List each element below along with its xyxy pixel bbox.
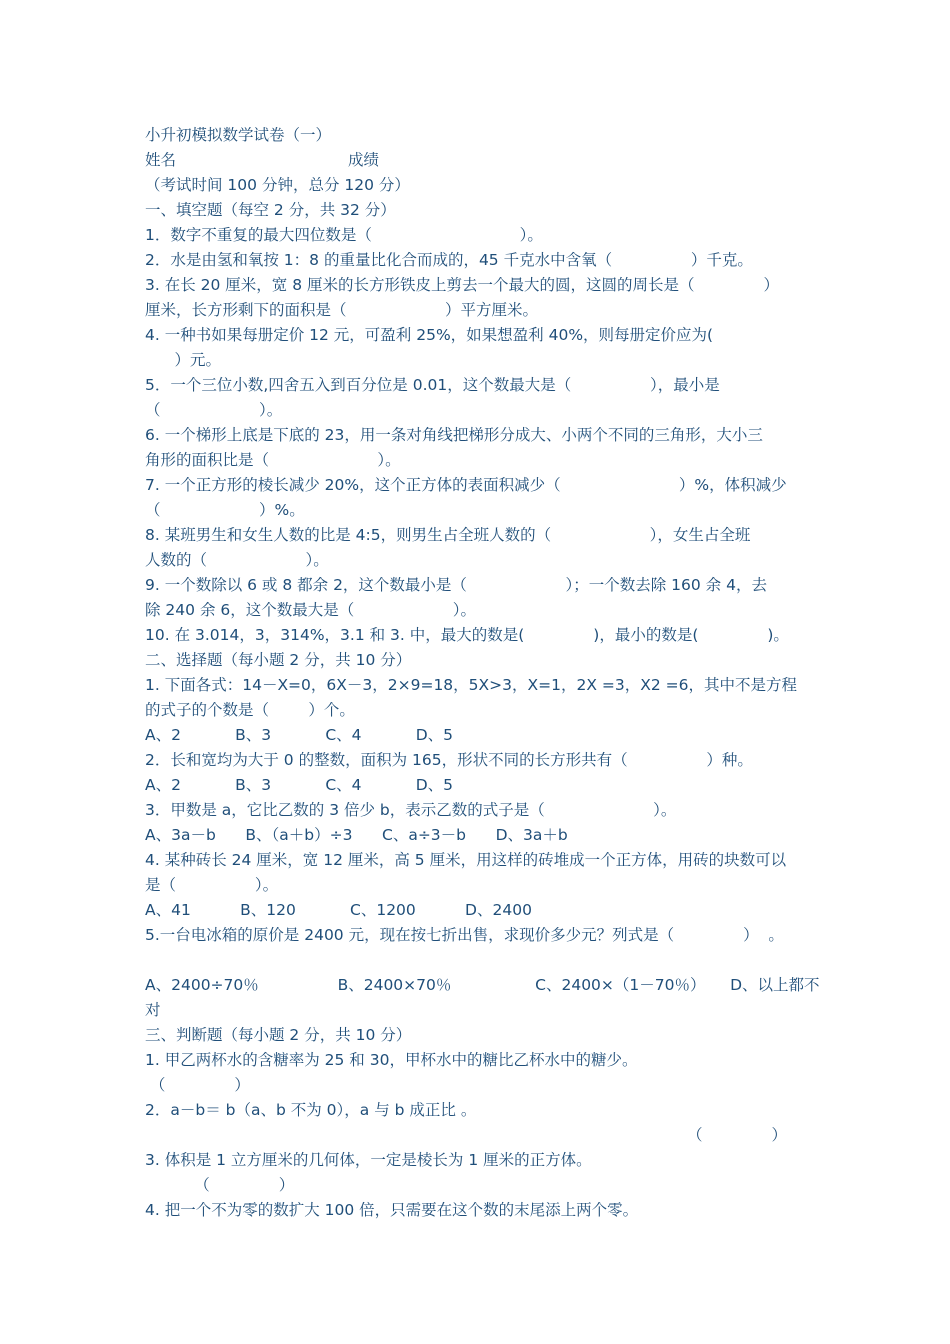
section-heading-fill-in: 一、填空题（每空 2 分，共 32 分）	[145, 201, 396, 219]
exam-content	[145, 123, 825, 1223]
section-heading-true-false: 三、判断题（每小题 2 分，共 10 分）	[145, 1026, 412, 1044]
question-line: 5.一台电冰箱的原价是 2400 元，现在按七折出售，求现价多少元？列式是（ ） 。	[145, 926, 784, 944]
question-line: 5．一个三位小数,四舍五入到百分位是 0.01，这个数最大是（ ），最小是	[145, 376, 720, 394]
answer-blank-line: （ ）	[145, 1076, 250, 1094]
question-line: 6. 一个梯形上底是下底的 23，用一条对角线把梯形分成大、小两个不同的三角形，大小三	[145, 426, 763, 444]
question-line: 10. 在 3.014，3，314%，3.1 和 3. 中，最大的数是( )，最小的数是( )。	[145, 626, 789, 644]
options-line: 对	[145, 1001, 161, 1019]
blank-line	[145, 948, 825, 973]
question-line: 2．a－b＝ b（a、b 不为 0），a 与 b 成正比 。	[145, 1101, 477, 1119]
score-label: 成绩	[348, 151, 380, 169]
question-line: （ ）。	[145, 401, 283, 419]
question-line: 4. 某种砖长 24 厘米，宽 12 厘米，高 5 厘米，用这样的砖堆成一个正方体，用砖的块数可以	[145, 851, 787, 869]
question-line: 除 240 余 6，这个数最大是（ ）。	[145, 601, 477, 619]
question-line: 人数的（ ）。	[145, 551, 329, 569]
question-line: 2．长和宽均为大于 0 的整数，面积为 165，形状不同的长方形共有（ ）种。	[145, 751, 753, 769]
question-line: 4. 一种书如果每册定价 12 元，可盈利 25%，如果想盈利 40%，则每册定价应为(	[145, 326, 714, 344]
name-score-row	[145, 148, 825, 173]
question-line: 3．甲数是 a，它比乙数的 3 倍少 b，表示乙数的式子是（ ）。	[145, 801, 677, 819]
answer-blank-line: （ ）	[145, 1176, 295, 1194]
question-line: 4. 把一个不为零的数扩大 100 倍，只需要在这个数的末尾添上两个零。	[145, 1201, 639, 1219]
question-line: 2．水是由氢和氧按 1：8 的重量比化合而成的，45 千克水中含氧（ ）千克。	[145, 251, 753, 269]
question-line: 是（ ）。	[145, 876, 279, 894]
options-line: A、41 B、120 C、1200 D、2400	[145, 901, 532, 919]
question-line: （ ）%。	[145, 501, 305, 519]
options-line: A、3a－b B、（a＋b）÷3 C、a÷3－b D、3a＋b	[145, 826, 568, 844]
question-line: 1. 下面各式：14－X=0，6X－3，2×9=18，5X>3，X=1，2X =3，X2 =6，其中不是方程	[145, 676, 797, 694]
question-line: 的式子的个数是（ ）个。	[145, 701, 355, 719]
options-line: A、2400÷70％ B、2400×70％ C、2400×（1－70％） D、以上都不	[145, 976, 820, 994]
question-line: 7. 一个正方形的棱长减少 20%，这个正方体的表面积减少（ ）%，体积减少	[145, 476, 787, 494]
question-line: 3. 在长 20 厘米，宽 8 厘米的长方形铁皮上剪去一个最大的圆，这圆的周长是（ ）	[145, 276, 779, 294]
question-line: ）元。	[145, 351, 222, 369]
question-line: 8. 某班男生和女生人数的比是 4:5，则男生占全班人数的（ ），女生占全班	[145, 526, 751, 544]
question-line: 1. 甲乙两杯水的含糖率为 25 和 30，甲杯水中的糖比乙杯水中的糖少。	[145, 1051, 638, 1069]
question-line: 厘米，长方形剩下的面积是（ ）平方厘米。	[145, 301, 539, 319]
name-label: 姓名	[145, 151, 177, 169]
options-line: A、2 B、3 C、4 D、5	[145, 776, 454, 794]
exam-info: （考试时间 100 分钟，总分 120 分）	[145, 176, 410, 194]
question-line: 1．数字不重复的最大四位数是（ ）。	[145, 226, 543, 244]
section-heading-multiple-choice: 二、选择题（每小题 2 分，共 10 分）	[145, 651, 412, 669]
options-line: A、2 B、3 C、4 D、5	[145, 726, 454, 744]
question-line: 3. 体积是 1 立方厘米的几何体，一定是棱长为 1 厘米的正方体。	[145, 1151, 592, 1169]
question-line: 9. 一个数除以 6 或 8 都余 2，这个数最小是（ ）；一个数去除 160 余 4，去	[145, 576, 767, 594]
answer-blank-line: （ ）	[145, 1126, 787, 1144]
question-line: 角形的面积比是（ ）。	[145, 451, 401, 469]
page-title: 小升初模拟数学试卷（一）	[145, 126, 332, 144]
